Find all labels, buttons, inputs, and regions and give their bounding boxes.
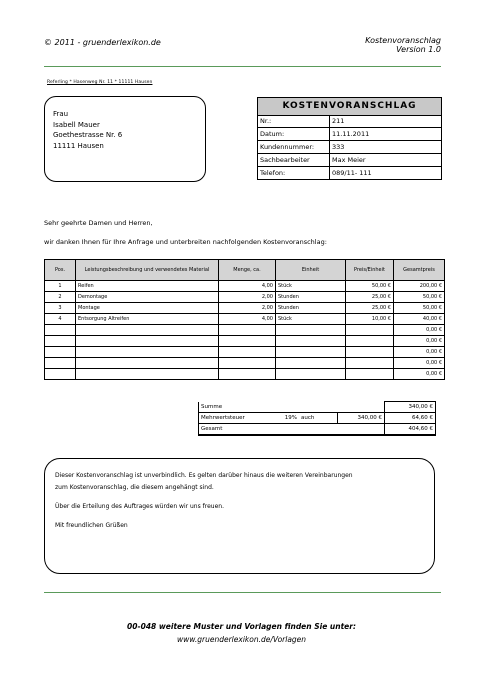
cell-unit: Stück [276,314,346,325]
cell-price: 10,00 € [346,314,394,325]
table-row [45,358,445,369]
cell-desc: Montage [76,303,219,314]
cell-unit [276,369,346,380]
info-key: Kundennummer: [260,143,315,151]
cell-unit: Stück [276,281,346,292]
note-closing: Mit freundlichen Grüßen [55,522,128,529]
header-doc-version: Version 1.0 [396,45,441,54]
cell-qty: 2,00 [219,292,276,303]
cell-price [346,369,394,380]
header-copyright: © 2011 - gruenderlexikon.de [44,38,161,47]
info-key: Sachbearbeiter [260,156,310,164]
cell-unit: Stunden [276,292,346,303]
recipient-address [53,109,122,151]
cell-desc: Entsorgung Altreifen [76,314,219,325]
totals-table [198,401,436,436]
items-table [44,259,445,380]
cell-qty: 4,00 [219,281,276,292]
col-header-total: Gesamtpreis [394,260,445,281]
cell-qty [219,369,276,380]
cell-total: 40,00 € [394,314,445,325]
table-row [45,369,445,380]
sender-line: Referling * Hasenweg Nr. 11 * 11111 Hausen [47,80,153,85]
table-row [45,281,445,292]
table-row [45,336,445,347]
header-doc-name: Kostenvoranschlag [365,36,441,45]
cell-desc [76,325,219,336]
cell-qty: 4,00 [219,314,276,325]
gesamt-label: Gesamt [199,424,300,436]
cell-total: 50,00 € [394,303,445,314]
cell-pos: 2 [45,292,76,303]
cell-pos [45,347,76,358]
note-line: Über die Erteilung des Auftrages würden wir uns freuen. [55,503,224,510]
info-row [258,166,441,179]
info-value: 089/11- 111 [329,167,372,179]
header-divider [44,66,441,67]
cell-qty [219,325,276,336]
intro-text: wir danken Ihnen für Ihre Anfrage und unterbreiten nachfolgenden Kostenvoranschlag: [44,238,327,246]
recipient-address-box [44,96,206,182]
cell-price [346,358,394,369]
table-row [45,292,445,303]
cell-unit [276,358,346,369]
mwst-label-text: Mehrwertsteuer [201,415,245,421]
info-key: Datum: [260,130,285,138]
col-header-desc: Leistungsbeschreibung und verwendetes Material [76,260,219,281]
cell-desc [76,369,219,380]
info-value: Max Meier [329,154,366,166]
address-line: Frau [53,110,69,118]
cell-price [346,347,394,358]
table-header-row [45,260,445,281]
info-key: Nr.: [260,117,272,125]
table-row [45,303,445,314]
col-header-pos: Pos. [45,260,76,281]
cell-unit [276,347,346,358]
cell-price: 25,00 € [346,292,394,303]
cell-qty: 2,00 [219,303,276,314]
cell-price [346,336,394,347]
mwst-label [199,413,300,424]
info-value: 333 [329,141,344,153]
cell-pos [45,336,76,347]
mwst-rate: 19% [284,415,297,421]
cell-price: 50,00 € [346,281,394,292]
cell-desc [76,347,219,358]
table-row [45,325,445,336]
info-value: 211 [329,115,344,127]
cell-pos: 1 [45,281,76,292]
cell-desc [76,336,219,347]
address-line: Goethestrasse Nr. 6 [53,131,123,139]
info-row [258,115,441,127]
note-line: Dieser Kostenvoranschlag ist unverbindlich. Es gelten darüber hinaus die weiteren Vereinbarungen [55,472,353,479]
info-value: 11.11.2011 [329,128,369,140]
gesamt-value: 404,60 € [385,424,436,436]
info-row [258,153,441,166]
cell-total: 200,00 € [394,281,445,292]
cell-qty [219,347,276,358]
table-row [45,347,445,358]
cell-desc: Reifen [76,281,219,292]
cell-total: 0,00 € [394,358,445,369]
cell-pos: 4 [45,314,76,325]
summe-value: 340,00 € [385,402,436,413]
cell-qty [219,336,276,347]
summe-label: Summe [199,402,300,413]
cell-total: 0,00 € [394,347,445,358]
mwst-base: 340,00 € [337,413,385,424]
cell-pos [45,358,76,369]
cell-unit: Stunden [276,303,346,314]
quote-info-box [257,97,442,180]
footer-promo: 00-048 weitere Muster und Vorlagen finden Sie unter: [127,622,356,631]
note-line: zum Kostenvoranschlag, die diesem angehängt sind. [55,484,214,491]
totals-row-summe [199,402,436,413]
header-doc-title [365,36,441,54]
greeting: Sehr geehrte Damen und Herren, [44,219,153,227]
cell-total: 0,00 € [394,369,445,380]
totals-row-gesamt [199,424,436,436]
footer-divider [44,592,441,593]
cell-qty [219,358,276,369]
address-line: 11111 Hausen [53,141,104,150]
footer-link[interactable]: www.gruenderlexikon.de/Vorlagen [176,635,307,644]
address-line: Isabell Mauer [53,120,100,129]
cell-total: 50,00 € [394,292,445,303]
closing-note-box [44,458,435,574]
col-header-price: Preis/Einheit [346,260,394,281]
info-row [258,140,441,153]
cell-pos [45,325,76,336]
cell-price: 25,00 € [346,303,394,314]
cell-desc [76,358,219,369]
mwst-value: 64,60 € [385,413,436,424]
table-row [45,314,445,325]
cell-price [346,325,394,336]
cell-pos [45,369,76,380]
cell-unit [276,325,346,336]
info-row [258,127,441,140]
cell-total: 0,00 € [394,336,445,347]
totals-row-mwst [199,413,436,424]
mwst-of: auch [299,413,337,424]
cell-total: 0,00 € [394,325,445,336]
col-header-unit: Einheit [276,260,346,281]
cell-desc: Demontage [76,292,219,303]
col-header-qty: Menge, ca. [219,260,276,281]
info-key: Telefon: [260,169,286,177]
cell-unit [276,336,346,347]
quote-title: KOSTENVORANSCHLAG [258,98,441,116]
cell-pos: 3 [45,303,76,314]
